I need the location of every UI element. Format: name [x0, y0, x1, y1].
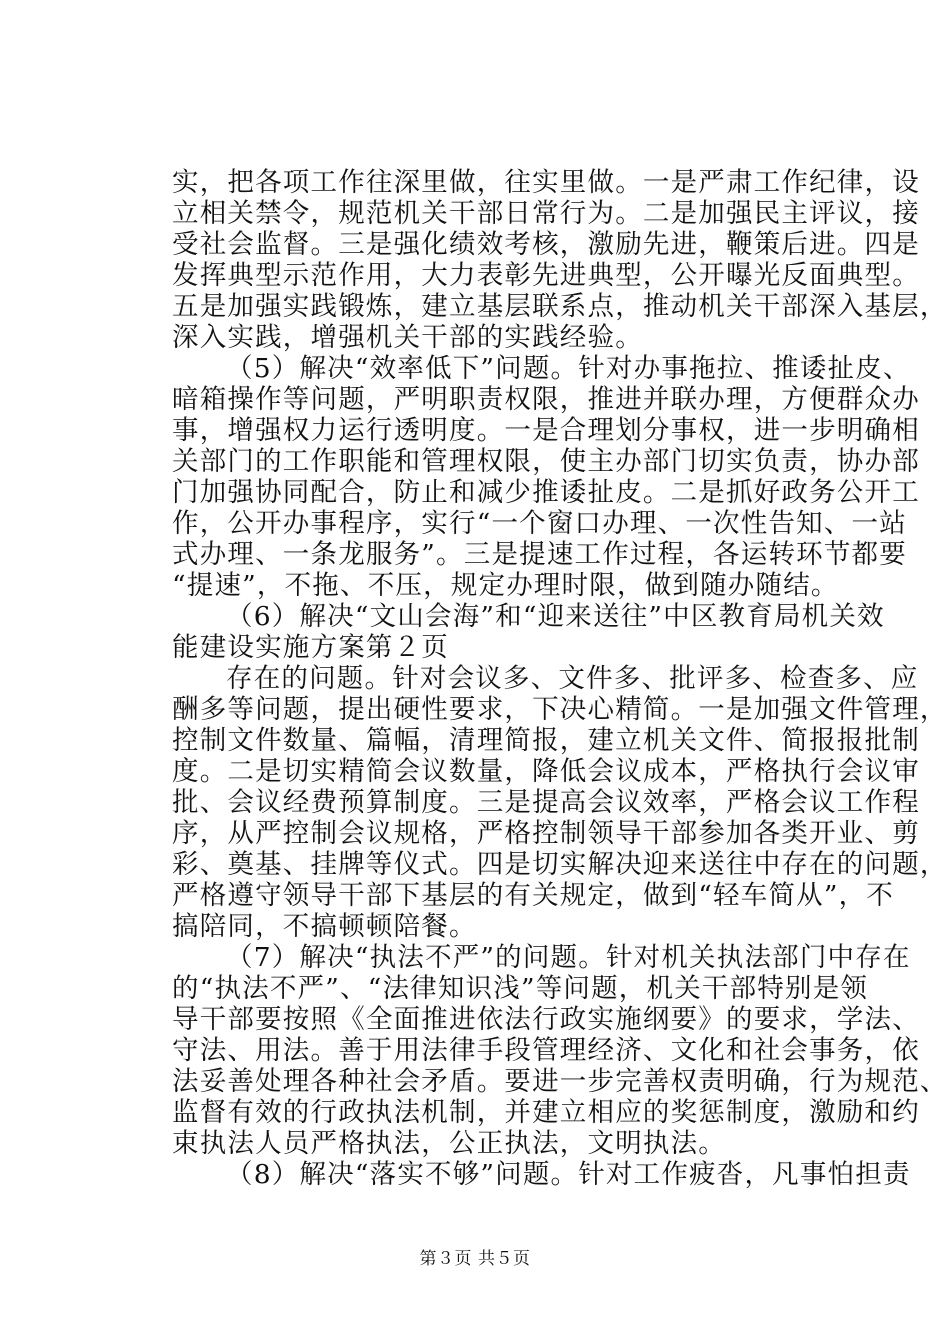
text-line: 五是加强实践锻炼，建立基层联系点，推动机关干部深入基层， [172, 291, 948, 322]
text-line: 导干部要按照《全面推进依法行政实施纲要》的要求，学法、 [172, 1004, 920, 1035]
text-line: 彩、奠基、挂牌等仪式。四是切实解决迎来送往中存在的问题， [172, 849, 948, 880]
text-line: 控制文件数量、篇幅，清理简报，建立机关文件、简报报批制 [172, 725, 920, 756]
text-line: 实，把各项工作往深里做，往实里做。一是严肃工作纪律，设 [172, 167, 920, 198]
text-line: 度。二是切实精简会议数量，降低会议成本，严格执行会议审 [172, 756, 920, 787]
text-line: 序，从严控制会议规格，严格控制领导干部参加各类开业、剪 [172, 818, 920, 849]
paragraph-start-line: （5）解决“效率低下”问题。针对办事拖拉、推诿扯皮、 [226, 353, 911, 384]
text-line: 批、会议经费预算制度。三是提高会议效率，严格会议工作程 [172, 787, 920, 818]
text-line: 深入实践，增强机关干部的实践经验。 [172, 322, 643, 353]
text-line: 作，公开办事程序，实行“一个窗口办理、一次性告知、一站 [172, 508, 907, 539]
text-line: 立相关禁令，规范机关干部日常行为。二是加强民主评议，接 [172, 198, 920, 229]
paragraph-start-line: （8）解决“落实不够”问题。针对工作疲沓，凡事怕担责 [226, 1159, 911, 1190]
text-line: “提速”，不拖、不压，规定办理时限，做到随办随结。 [172, 570, 839, 601]
text-line: 受社会监督。三是强化绩效考核，激励先进，鞭策后进。四是 [172, 229, 920, 260]
text-line: 门加强协同配合，防止和减少推诿扯皮。二是抓好政务公开工 [172, 477, 920, 508]
text-line: 的“执法不严”、“法律知识浅”等问题，机关干部特别是领 [172, 973, 869, 1004]
text-line: 束执法人员严格执法，公正执法，文明执法。 [172, 1128, 726, 1159]
text-line: 式办理、一条龙服务”。三是提速工作过程，各运转环节都要 [172, 539, 907, 570]
paragraph-start-line: 存在的问题。针对会议多、文件多、批评多、检查多、应 [226, 663, 919, 694]
text-line: 监督有效的行政执法机制，并建立相应的奖惩制度，激励和约 [172, 1097, 920, 1128]
text-line: 酬多等问题，提出硬性要求，下决心精简。一是加强文件管理， [172, 694, 948, 725]
page-footer: 第３页 共５页 [419, 1249, 531, 1269]
body-text [172, 167, 948, 1190]
text-line: 严格遵守领导干部下基层的有关规定，做到“轻车简从”，不 [172, 880, 894, 911]
text-line: 搞陪同，不搞顿顿陪餐。 [172, 911, 477, 942]
text-line: 暗箱操作等问题，严明职责权限，推进并联办理，方便群众办 [172, 384, 920, 415]
text-line: 发挥典型示范作用，大力表彰先进典型，公开曝光反面典型。 [172, 260, 920, 291]
paragraph-start-line: （6）解决“文山会海”和“迎来送往”中区教育局机关效 [226, 601, 885, 632]
text-line: 能建设实施方案第２页 [172, 632, 449, 663]
text-line: 法妥善处理各种社会矛盾。要进一步完善权责明确，行为规范、 [172, 1066, 948, 1097]
text-line: 守法、用法。善于用法律手段管理经济、文化和社会事务，依 [172, 1035, 920, 1066]
text-line: 关部门的工作职能和管理权限，使主办部门切实负责，协办部 [172, 446, 920, 477]
paragraph-start-line: （7）解决“执法不严”的问题。针对机关执法部门中存在 [226, 942, 911, 973]
text-line: 事，增强权力运行透明度。一是合理划分事权，进一步明确相 [172, 415, 920, 446]
